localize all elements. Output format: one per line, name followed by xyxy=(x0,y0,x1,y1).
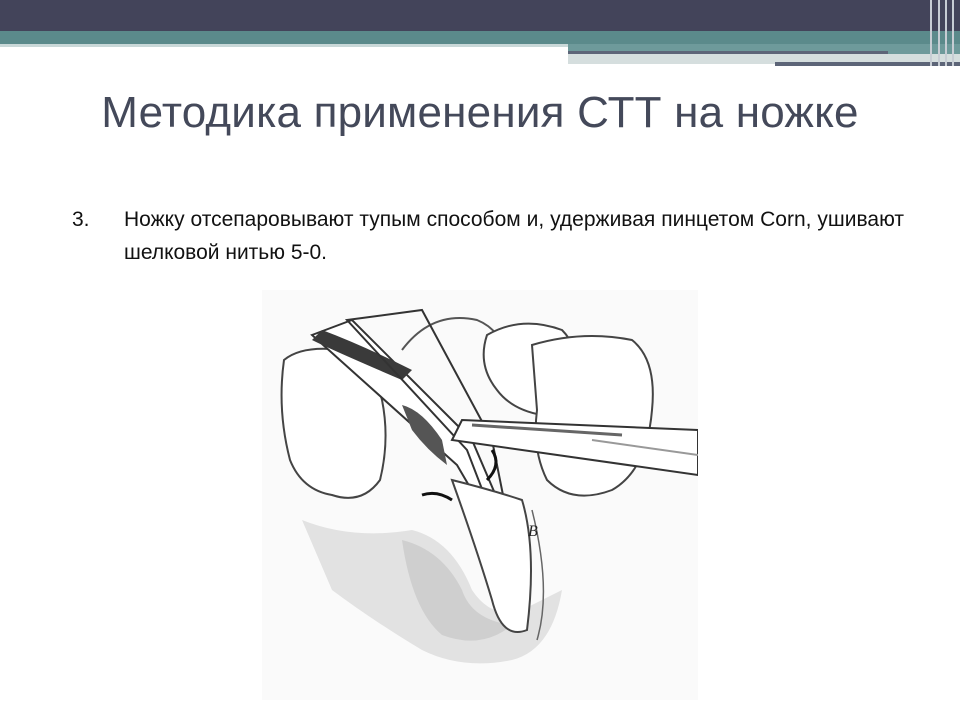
header-stripe xyxy=(945,0,947,66)
surgical-illustration xyxy=(262,290,698,700)
header-light-line xyxy=(0,44,568,47)
figure-label: B xyxy=(528,523,538,540)
header-stripe xyxy=(930,0,932,66)
header-stripe xyxy=(938,0,940,66)
slide-title: Методика применения СТТ на ножке xyxy=(101,88,859,137)
list-item-text: Ножку отсепаровывают тупым способом и, удерживая пинцетом Corn, ушивают шелковой нитью 5-0. xyxy=(124,208,904,264)
header-right-dark-line xyxy=(568,51,888,54)
header-teal-bar xyxy=(0,31,960,44)
list-item-number: 3. xyxy=(72,208,90,231)
header-dark-bar xyxy=(0,0,960,31)
list-item xyxy=(72,203,904,269)
header-stripe xyxy=(952,0,954,66)
header-right-dark-line-lower xyxy=(775,62,960,66)
surgical-illustration-drawing xyxy=(262,290,698,700)
